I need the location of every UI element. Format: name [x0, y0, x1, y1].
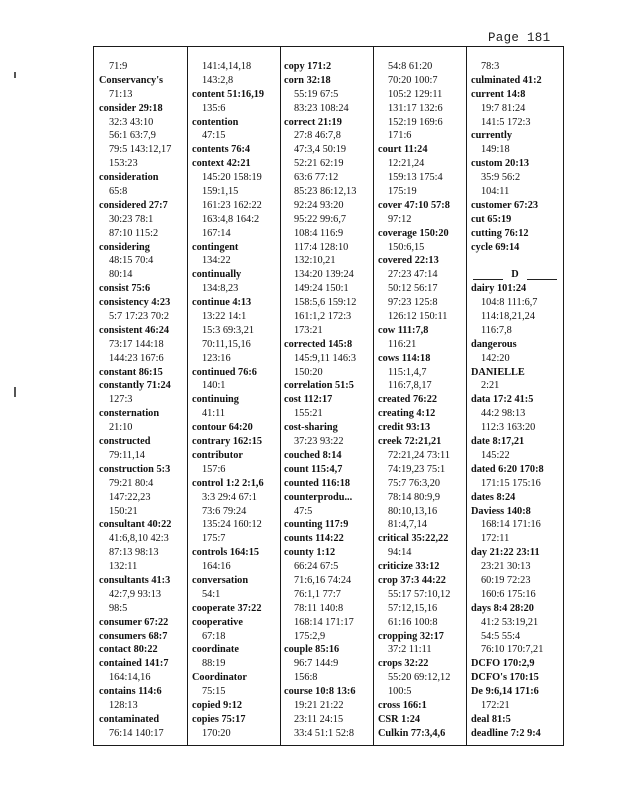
index-term: criticize 33:12	[378, 561, 440, 573]
index-reference: 134:20 139:24	[294, 269, 354, 281]
index-reference: 73:6 79:24	[202, 505, 247, 517]
index-reference: 13:22 14:1	[202, 311, 247, 323]
index-reference: 127:3	[109, 394, 133, 406]
index-reference: 123:16	[202, 352, 231, 364]
index-reference: 168:14 171:16	[481, 519, 541, 531]
index-reference: 155:21	[294, 408, 323, 420]
index-reference: 173:21	[294, 324, 323, 336]
index-reference: 52:21 62:19	[294, 158, 344, 170]
index-reference: 112:3 163:20	[481, 422, 536, 434]
index-reference: 54:5 55:4	[481, 630, 521, 642]
index-term: counts 114:22	[284, 533, 344, 545]
index-term: counterprodu...	[284, 491, 353, 503]
index-reference: 150:20	[294, 366, 323, 378]
index-reference: 70:20 100:7	[388, 74, 438, 86]
index-reference: 76:10 170:7,21	[481, 644, 544, 656]
index-term: correct 21:19	[284, 116, 342, 128]
index-term: deadline 7:2 9:4	[471, 727, 541, 739]
index-reference: 79:21 80:4	[109, 477, 154, 489]
index-reference: 54:1	[202, 588, 221, 600]
index-reference: 116:21	[388, 338, 417, 350]
index-reference: 19:21 21:22	[294, 699, 344, 711]
column-divider	[280, 47, 281, 745]
index-term: cutting 76:12	[471, 227, 529, 239]
index-term: contains 114:6	[99, 686, 162, 698]
column-divider	[373, 47, 374, 745]
index-reference: 115:1,4,7	[388, 366, 427, 378]
index-term: copy 171:2	[284, 61, 332, 72]
index-term: cycle 69:14	[471, 241, 520, 253]
index-reference: 78:3	[481, 61, 500, 72]
index-term: consternation	[99, 408, 160, 420]
index-column-4	[378, 60, 466, 741]
index-reference: 41:11	[202, 408, 226, 420]
index-reference: 44:2 98:13	[481, 408, 526, 420]
index-reference: 88:19	[202, 658, 226, 670]
index-reference: 72:21,24 73:11	[388, 449, 450, 461]
index-reference: 134:22	[202, 255, 231, 267]
index-column-1	[99, 60, 187, 741]
index-term: consider 29:18	[99, 102, 163, 114]
index-reference: 175:19	[388, 186, 417, 198]
index-reference: 80:10,13,16	[388, 505, 438, 517]
index-term: creek 72:21,21	[378, 436, 442, 448]
index-term: Culkin 77:3,4,6	[378, 727, 446, 739]
index-reference: 141:5 172:3	[481, 116, 531, 128]
index-reference: 19:7 81:24	[481, 102, 526, 114]
index-term: consultants 41:3	[99, 574, 171, 586]
index-reference: 55:20 69:12,12	[388, 672, 451, 684]
index-reference: 171:15 175:16	[481, 477, 541, 489]
index-reference: 145:20 158:19	[202, 172, 262, 184]
index-reference: 30:23 78:1	[109, 213, 154, 225]
index-term: culminated 41:2	[471, 74, 542, 86]
index-term: current 14:8	[471, 88, 526, 100]
index-term: cooperative	[192, 616, 243, 628]
index-reference: 2:21	[481, 380, 500, 392]
index-term: contrary 162:15	[192, 436, 263, 448]
index-term: consultant 40:22	[99, 519, 172, 531]
index-reference: 54:8 61:20	[388, 61, 433, 72]
index-reference: 37:2 11:11	[388, 644, 432, 656]
index-reference: 116:7,8,17	[388, 380, 432, 392]
index-term: CSR 1:24	[378, 713, 421, 725]
index-reference: 33:4 51:1 52:8	[294, 727, 355, 739]
index-reference: 76:14 140:17	[109, 727, 164, 739]
index-term: content 51:16,19	[192, 88, 265, 100]
index-reference: 175:7	[202, 533, 226, 545]
index-reference: 94:14	[388, 547, 412, 559]
index-reference: 104:8 111:6,7	[481, 297, 538, 309]
index-reference: 164:16	[202, 561, 231, 573]
index-term: consideration	[99, 172, 159, 184]
index-term: cross 166:1	[378, 699, 427, 711]
margin-mark	[14, 387, 16, 397]
index-term: continuing	[192, 394, 239, 406]
index-column-2	[192, 60, 280, 741]
index-reference: 3:3 29:4 67:1	[202, 491, 257, 503]
index-term: covered 22:13	[378, 255, 439, 267]
index-term: cropping 32:17	[378, 630, 444, 642]
index-reference: 78:11 140:8	[294, 602, 344, 614]
index-reference: 104:11	[481, 186, 510, 198]
index-reference: 85:23 86:12,13	[294, 186, 357, 198]
index-reference: 168:14 171:17	[294, 616, 354, 628]
index-term: control 1:2 2:1,6	[192, 477, 264, 489]
index-term: deal 81:5	[471, 713, 511, 725]
index-term: currently	[471, 130, 512, 142]
index-reference: 135:24 160:12	[202, 519, 262, 531]
index-term: coordinate	[192, 644, 239, 656]
index-reference: 65:8	[109, 186, 128, 198]
index-term: cost 112:17	[284, 394, 333, 406]
index-reference: 140:1	[202, 380, 226, 392]
index-term: construction 5:3	[99, 463, 171, 475]
index-reference: 161:23 162:22	[202, 199, 262, 211]
index-term: crop 37:3 44:22	[378, 574, 446, 586]
index-term: continued 76:6	[192, 366, 257, 378]
index-term: consistent 46:24	[99, 324, 170, 336]
index-term: DCFO 170:2,9	[471, 658, 535, 670]
index-term: dangerous	[471, 338, 517, 350]
index-term: couple 85:16	[284, 644, 340, 656]
index-reference: 143:2,8	[202, 74, 234, 86]
index-reference: 75:15	[202, 686, 226, 698]
index-term: contaminated	[99, 713, 160, 725]
index-term: consumers 68:7	[99, 630, 168, 642]
index-term: counting 117:9	[284, 519, 349, 531]
index-reference: 79:11,14	[109, 449, 145, 461]
index-term: context 42:21	[192, 158, 251, 170]
index-reference: 76:1,1 77:7	[294, 588, 341, 600]
index-term: dated 6:20 170:8	[471, 463, 544, 475]
index-reference: 167:14	[202, 227, 231, 239]
index-reference: 116:7,8	[481, 324, 512, 336]
index-term: copies 75:17	[192, 713, 246, 725]
index-reference: 27:23 47:14	[388, 269, 438, 281]
index-reference: 35:9 56:2	[481, 172, 521, 184]
column-divider	[187, 47, 188, 745]
index-reference: 71:6,16 74:24	[294, 574, 352, 586]
index-term: cut 65:19	[471, 213, 512, 225]
index-reference: 153:23	[109, 158, 138, 170]
index-reference: 79:5 143:12,17	[109, 144, 172, 156]
index-term: contingent	[192, 241, 239, 253]
index-reference: 132:11	[109, 561, 138, 573]
index-reference: 55:17 57:10,12	[388, 588, 451, 600]
index-reference: 97:12	[388, 213, 412, 225]
index-reference: 95:22 99:6,7	[294, 213, 347, 225]
index-reference: 131:17 132:6	[388, 102, 443, 114]
index-column-5	[471, 60, 559, 741]
index-reference: 63:6 77:12	[294, 172, 339, 184]
index-term: Coordinator	[192, 672, 247, 684]
index-term: DANIELLE	[471, 366, 525, 378]
index-reference: 41:2 53:19,21	[481, 616, 539, 628]
index-term: county 1:12	[284, 547, 336, 559]
index-reference: 150:21	[109, 505, 138, 517]
index-reference: 100:5	[388, 686, 412, 698]
index-term: days 8:4 28:20	[471, 602, 534, 614]
index-term: couched 8:14	[284, 449, 342, 461]
index-reference: 42:7,9 93:13	[109, 588, 162, 600]
index-term: consistency 4:23	[99, 297, 171, 309]
index-reference: 56:1 63:7,9	[109, 130, 156, 142]
index-term: cows 114:18	[378, 352, 431, 364]
index-term: cover 47:10 57:8	[378, 199, 450, 211]
index-reference: 114:18,21,24	[481, 311, 535, 323]
index-reference: 73:17 144:18	[109, 338, 164, 350]
index-reference: 66:24 67:5	[294, 561, 339, 573]
index-term: consumer 67:22	[99, 616, 169, 628]
index-reference: 23:21 30:13	[481, 561, 531, 573]
index-term: cooperate 37:22	[192, 602, 262, 614]
index-term: counted 116:18	[284, 477, 351, 489]
index-reference: 149:18	[481, 144, 510, 156]
index-term: cost-sharing	[284, 422, 338, 434]
index-term: DCFO's 170:15	[471, 672, 539, 684]
index-reference: 98:5	[109, 602, 128, 614]
index-reference: 47:3,4 50:19	[294, 144, 347, 156]
index-reference: 142:20	[481, 352, 510, 364]
index-reference: 128:13	[109, 699, 138, 711]
index-reference: 150:6,15	[388, 241, 425, 253]
index-term: cow 111:7,8	[378, 324, 429, 336]
index-term: Conservancy's	[99, 74, 164, 86]
index-term: correlation 51:5	[284, 380, 354, 392]
index-reference: 70:11,15,16	[202, 338, 251, 350]
index-frame	[93, 46, 564, 746]
index-reference: 105:2 129:11	[388, 88, 443, 100]
index-term: constructed	[99, 436, 151, 448]
index-term: contour 64:20	[192, 422, 253, 434]
index-term: conversation	[192, 574, 249, 586]
index-reference: 141:4,14,18	[202, 61, 252, 72]
index-term: De 9:6,14 171:6	[471, 686, 539, 698]
index-reference: 92:24 93:20	[294, 199, 344, 211]
index-term: controls 164:15	[192, 547, 260, 559]
index-reference: 172:21	[481, 699, 510, 711]
index-reference: 71:9	[109, 61, 128, 72]
index-reference: 152:19 169:6	[388, 116, 443, 128]
index-reference: 144:23 167:6	[109, 352, 164, 364]
index-reference: 87:10 115:2	[109, 227, 159, 239]
index-reference: 78:14 80:9,9	[388, 491, 441, 503]
index-reference: 5:7 17:23 70:2	[109, 311, 170, 323]
index-term: contact 80:22	[99, 644, 158, 656]
index-reference: 50:12 56:17	[388, 283, 438, 295]
index-reference	[471, 254, 559, 268]
index-term: continue 4:13	[192, 297, 252, 309]
index-reference: 149:24 150:1	[294, 283, 349, 295]
index-term: creating 4:12	[378, 408, 436, 420]
index-term: data 17:2 41:5	[471, 394, 534, 406]
index-term: date 8:17,21	[471, 436, 525, 448]
index-reference: 67:18	[202, 630, 226, 642]
index-reference: 87:13 98:13	[109, 547, 159, 559]
index-term: dairy 101:24	[471, 283, 527, 295]
index-term: custom 20:13	[471, 158, 530, 170]
index-reference: 48:15 70:4	[109, 255, 154, 267]
index-term: coverage 150:20	[378, 227, 449, 239]
index-reference: 159:13 175:4	[388, 172, 443, 184]
index-reference: 117:4 128:10	[294, 241, 349, 253]
index-reference: 126:12 150:11	[388, 311, 448, 323]
index-term: contributor	[192, 449, 243, 461]
index-reference: 47:5	[294, 505, 313, 517]
index-reference: 81:4,7,14	[388, 519, 427, 531]
index-reference: 32:3 43:10	[109, 116, 154, 128]
index-reference: 159:1,15	[202, 186, 239, 198]
index-reference: 74:19,23 75:1	[388, 463, 446, 475]
index-term: day 21:22 23:11	[471, 547, 540, 559]
index-term: Daviess 140:8	[471, 505, 531, 517]
index-reference: 41:6,8,10 42:3	[109, 533, 169, 545]
index-term: crops 32:22	[378, 658, 429, 670]
index-reference: 57:12,15,16	[388, 602, 438, 614]
index-term: created 76:22	[378, 394, 437, 406]
index-reference: 145:22	[481, 449, 510, 461]
index-reference: 55:19 67:5	[294, 88, 339, 100]
index-reference: 175:2,9	[294, 630, 326, 642]
index-reference: 147:22,23	[109, 491, 151, 503]
index-term: course 10:8 13:6	[284, 686, 356, 698]
column-divider	[466, 47, 467, 745]
index-term: dates 8:24	[471, 491, 516, 503]
index-reference: 60:19 72:23	[481, 574, 531, 586]
index-reference: 37:23 93:22	[294, 436, 344, 448]
index-reference: 15:3 69:3,21	[202, 324, 255, 336]
section-letter: D	[471, 268, 559, 282]
index-term: count 115:4,7	[284, 463, 343, 475]
index-column-3	[284, 60, 372, 741]
index-reference: 145:9,11 146:3	[294, 352, 356, 364]
index-reference: 161:1,2 172:3	[294, 311, 352, 323]
index-reference: 23:11 24:15	[294, 713, 344, 725]
index-reference: 108:4 116:9	[294, 227, 344, 239]
index-reference: 12:21,24	[388, 158, 425, 170]
index-term: corn 32:18	[284, 74, 331, 86]
index-reference: 96:7 144:9	[294, 658, 339, 670]
index-reference: 61:16 100:8	[388, 616, 438, 628]
index-reference: 75:7 76:3,20	[388, 477, 441, 489]
page-number: Page 181	[488, 31, 551, 45]
index-reference: 97:23 125:8	[388, 297, 438, 309]
index-term: considered 27:7	[99, 199, 168, 211]
index-reference: 172:11	[481, 533, 510, 545]
index-reference: 21:10	[109, 422, 133, 434]
index-term: contention	[192, 116, 239, 128]
index-reference: 27:8 46:7,8	[294, 130, 341, 142]
index-reference: 170:20	[202, 727, 231, 739]
index-term: critical 35:22,22	[378, 533, 449, 545]
index-reference: 164:14,16	[109, 672, 151, 684]
index-reference: 171:6	[388, 130, 412, 142]
index-reference: 157:6	[202, 463, 226, 475]
index-term: considering	[99, 241, 150, 253]
index-reference: 163:4,8 164:2	[202, 213, 260, 225]
index-term: contents 76:4	[192, 144, 251, 156]
index-reference: 158:5,6 159:12	[294, 297, 357, 309]
index-term: contained 141:7	[99, 658, 169, 670]
index-reference: 132:10,21	[294, 255, 336, 267]
index-term: customer 67:23	[471, 199, 539, 211]
index-term: constantly 71:24	[99, 380, 171, 392]
index-reference: 135:6	[202, 102, 226, 114]
index-reference: 160:6 175:16	[481, 588, 536, 600]
index-term: court 11:24	[378, 144, 428, 156]
index-reference: 156:8	[294, 672, 318, 684]
index-term: copied 9:12	[192, 699, 243, 711]
index-reference: 71:13	[109, 88, 133, 100]
index-term: credit 93:13	[378, 422, 431, 434]
index-reference: 134:8,23	[202, 283, 239, 295]
index-term: constant 86:15	[99, 366, 163, 378]
index-reference: 80:14	[109, 269, 133, 281]
margin-mark	[14, 72, 16, 78]
index-reference: 83:23 108:24	[294, 102, 349, 114]
index-reference: 47:15	[202, 130, 226, 142]
index-term: consist 75:6	[99, 283, 151, 295]
index-term: corrected 145:8	[284, 338, 353, 350]
index-term: continually	[192, 269, 242, 281]
